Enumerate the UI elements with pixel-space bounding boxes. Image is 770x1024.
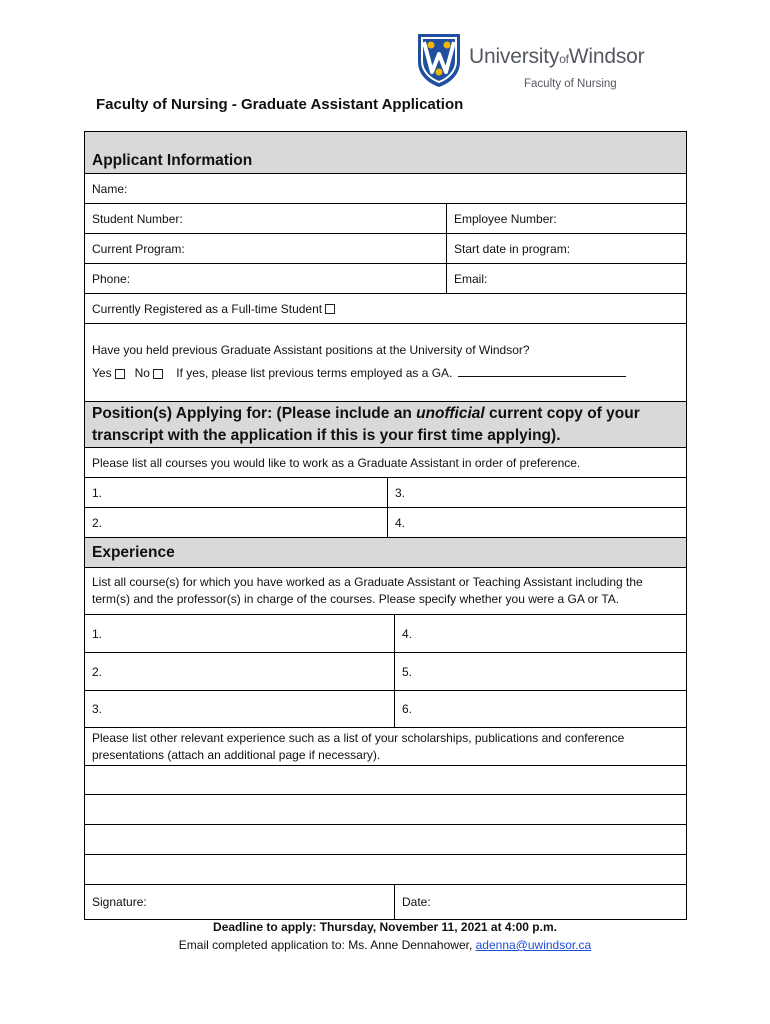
experience-instruction: List all course(s) for which you have worked as a Graduate Assistant or Teaching Assistant including the term(s) and the professor(s) in charge of the courses. Please specify whether you were a GA or TA. (92, 575, 643, 606)
positions-instruction: Please list all courses you would like to work as a Graduate Assistant in order of preference. (92, 455, 581, 470)
yes-label: Yes (92, 366, 112, 380)
page-title: Faculty of Nursing - Graduate Assistant Application (96, 96, 464, 113)
no-label: No (134, 366, 150, 380)
previous-terms-label: If yes, please list previous terms employed as a GA. (176, 366, 453, 380)
other-experience-instruction: Please list other relevant experience such as a list of your scholarships, publications and conference presentations (attach an additional page if necessary). (92, 731, 625, 762)
experience-course-6[interactable]: 6. (394, 691, 686, 727)
student-number-field[interactable]: Student Number: (92, 211, 183, 226)
section-heading-applicant: Applicant Information (85, 132, 686, 173)
deadline-text: Deadline to apply: Thursday, November 11, 2021 at 4:00 p.m. (213, 920, 557, 934)
email-instruction: Email completed application to: Ms. Anne Dennahower, adenna@uwindsor.ca (178, 938, 592, 952)
position-choice-4[interactable]: 4. (387, 508, 686, 537)
other-experience-line-3[interactable] (85, 825, 686, 854)
start-date-field[interactable]: Start date in program: (446, 234, 686, 263)
previous-ga-block (85, 324, 686, 401)
registered-row (85, 294, 686, 323)
email-link[interactable]: adenna@uwindsor.ca (475, 938, 592, 952)
experience-course-3[interactable]: 3. (92, 702, 103, 716)
other-experience-line-1[interactable] (85, 766, 686, 794)
previous-ga-answer-row (92, 365, 679, 382)
registered-label: Currently Registered as a Full-time Student (92, 301, 323, 316)
date-field[interactable]: Date: (394, 885, 686, 919)
no-checkbox[interactable] (153, 369, 163, 379)
phone-field[interactable]: Phone: (92, 271, 131, 286)
registered-checkbox[interactable] (325, 304, 335, 314)
previous-terms-input[interactable] (458, 365, 626, 377)
experience-course-5[interactable]: 5. (394, 653, 686, 690)
positions-heading-line-1: Position(s) Applying for: (Please include an unofficial current copy of your (92, 404, 640, 422)
position-choice-1[interactable]: 1. (92, 485, 103, 500)
employee-number-field[interactable]: Employee Number: (446, 204, 686, 233)
university-shield-icon (416, 32, 462, 88)
email-field[interactable]: Email: (446, 264, 686, 293)
other-experience-line-2[interactable] (85, 795, 686, 824)
name-field[interactable]: Name: (92, 181, 128, 196)
section-heading-positions (85, 402, 686, 447)
application-form (84, 131, 687, 920)
yes-checkbox[interactable] (115, 369, 125, 379)
position-choice-2[interactable]: 2. (92, 515, 103, 530)
previous-ga-question: Have you held previous Graduate Assistant positions at the University of Windsor? (92, 343, 530, 357)
experience-course-1[interactable]: 1. (92, 626, 103, 641)
signature-field[interactable]: Signature: (92, 895, 147, 909)
section-heading-experience: Experience (85, 538, 686, 567)
position-choice-3[interactable]: 3. (387, 478, 686, 507)
other-experience-line-4[interactable] (85, 855, 686, 884)
current-program-field[interactable]: Current Program: (92, 241, 185, 256)
university-logo (416, 32, 676, 94)
positions-heading-line-2: transcript with the application if this is your first time applying). (92, 426, 561, 444)
experience-course-4[interactable]: 4. (394, 615, 686, 652)
experience-course-2[interactable]: 2. (92, 664, 103, 679)
university-name: UniversityofWindsor (469, 45, 645, 68)
faculty-name: Faculty of Nursing (524, 78, 617, 90)
